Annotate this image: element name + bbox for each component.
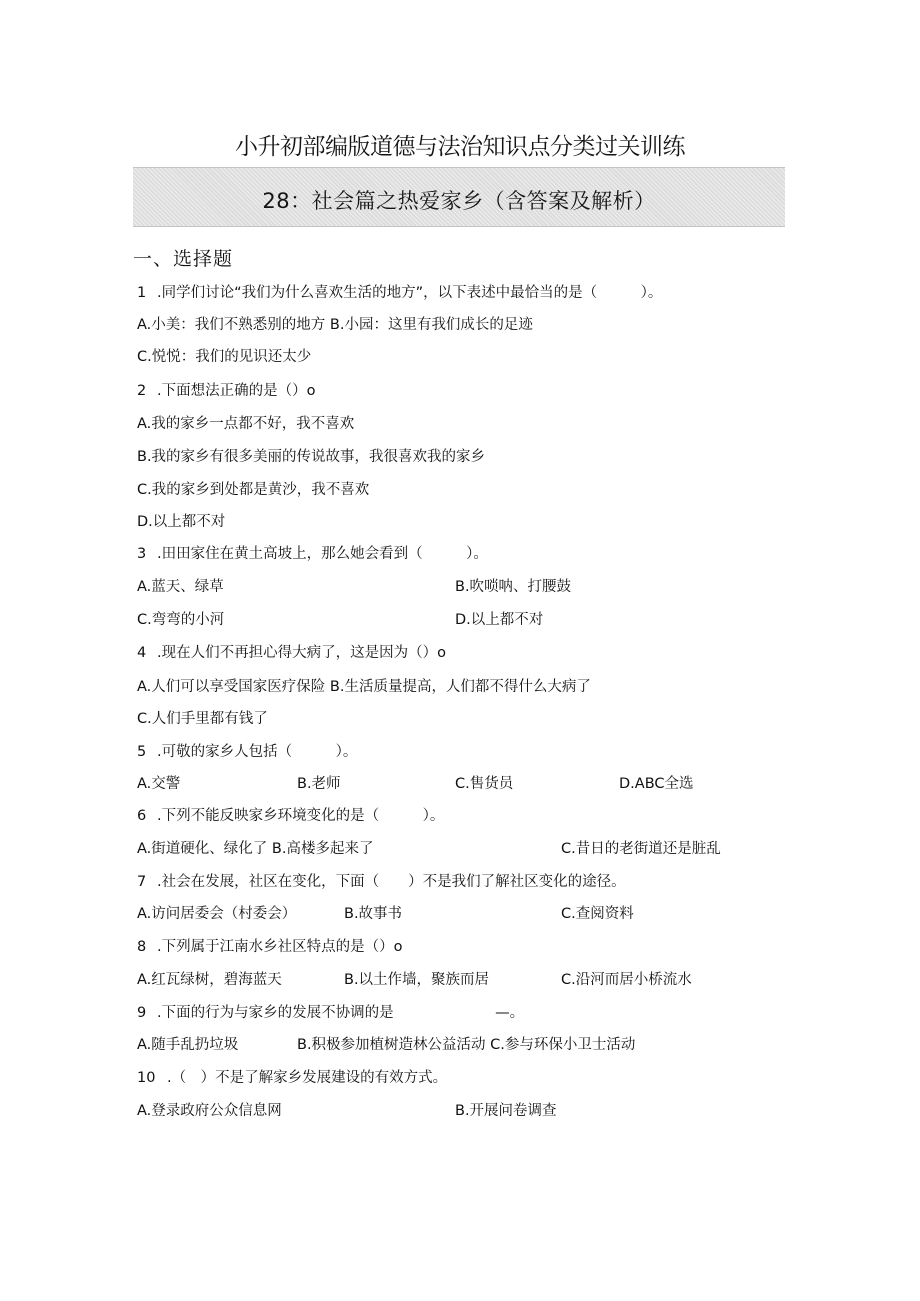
- question-text: .可敬的家乡人包括（ ）。: [157, 744, 358, 760]
- option: D.ABC全选: [619, 776, 694, 792]
- option-row: [137, 709, 777, 729]
- question-text: .下面想法正确的是（）o: [157, 383, 316, 399]
- option: C.悦悦：我们的见识还太少: [137, 349, 312, 365]
- question-9: [137, 1003, 777, 1023]
- section-heading: 一、选择题: [133, 248, 234, 270]
- question-number: 6: [137, 808, 147, 824]
- option: B.吹唢呐、打腰鼓: [455, 579, 572, 595]
- question-text: .同学们讨论“我们为什么喜欢生活的地方”，以下表述中最恰当的是（ ）。: [157, 285, 663, 301]
- option: D.以上都不对: [137, 514, 226, 530]
- option-row: [137, 839, 777, 859]
- question-number: 8: [137, 939, 147, 955]
- option: A.登录政府公众信息网: [137, 1103, 282, 1119]
- option: C.售货员: [455, 776, 514, 792]
- option: A.街道硬化、绿化了 B.高楼多起来了: [137, 841, 374, 857]
- option-row: [137, 414, 777, 434]
- question-4: [137, 643, 777, 663]
- question-number: 7: [137, 874, 147, 890]
- question-2: [137, 381, 777, 401]
- option-row: [137, 1101, 777, 1121]
- option: C.人们手里都有钱了: [137, 711, 268, 727]
- question-6: [137, 806, 777, 826]
- page-title: 小升初部编版道德与法治知识点分类过关训练: [235, 134, 685, 160]
- option: B.老师: [297, 776, 341, 792]
- option-row: [137, 447, 777, 467]
- option-row: [137, 970, 777, 990]
- question-number: 1: [137, 285, 147, 301]
- question-text: .社会在发展，社区在变化，下面（ ）不是我们了解社区变化的途径。: [157, 874, 626, 890]
- question-3: [137, 544, 777, 564]
- question-7: [137, 872, 777, 892]
- question-text: .（ ）不是了解家乡发展建设的有效方式。: [167, 1070, 448, 1086]
- option-row: [137, 315, 777, 335]
- question-text: .现在人们不再担心得大病了，这是因为（）o: [157, 645, 446, 661]
- option-row: [137, 347, 777, 367]
- question-text: .下面的行为与家乡的发展不协调的是 —。: [157, 1005, 525, 1021]
- option: C.我的家乡到处都是黄沙，我不喜欢: [137, 482, 370, 498]
- question-10: [137, 1068, 777, 1088]
- question-text: .下列不能反映家乡环境变化的是（ ）。: [157, 808, 445, 824]
- option: A.红瓦绿树，碧海蓝天: [137, 972, 282, 988]
- option: A.随手乱扔垃圾: [137, 1037, 239, 1053]
- question-number: 10: [137, 1070, 156, 1086]
- option: C.查阅资料: [561, 906, 634, 922]
- question-8: [137, 937, 777, 957]
- option: B.故事书: [344, 906, 403, 922]
- question-number: 5: [137, 744, 147, 760]
- question-text: .下列属于江南水乡社区特点的是（）o: [157, 939, 403, 955]
- question-number: 2: [137, 383, 147, 399]
- question-text: .田田家住在黄土高坡上，那么她会看到（ ）。: [157, 546, 488, 562]
- option: A.人们可以享受国家医疗保险 B.生活质量提高，人们都不得什么大病了: [137, 679, 591, 695]
- option-row: [137, 1035, 777, 1055]
- option: A.交警: [137, 776, 181, 792]
- option: A.蓝天、绿草: [137, 579, 224, 595]
- option: B.我的家乡有很多美丽的传说故事，我很喜欢我的家乡: [137, 449, 486, 465]
- page-subtitle: 28：社会篇之热爱家乡（含答案及解析）: [262, 189, 656, 213]
- option-row: [137, 774, 777, 794]
- option: A.访问居委会（村委会）: [137, 906, 297, 922]
- option-row: [137, 480, 777, 500]
- option: C.昔日的老街道还是脏乱: [561, 841, 721, 857]
- question-number: 9: [137, 1005, 147, 1021]
- option: A.我的家乡一点都不好，我不喜欢: [137, 416, 355, 432]
- option: B.开展问卷调查: [455, 1103, 557, 1119]
- option-row: [137, 512, 777, 532]
- option-row: [137, 677, 777, 697]
- option: B.积极参加植树造林公益活动 C.参与环保小卫士活动: [297, 1037, 636, 1053]
- question-number: 3: [137, 546, 147, 562]
- option: C.沿河而居小桥流水: [561, 972, 692, 988]
- question-5: [137, 742, 777, 762]
- option: B.以土作墙，聚族而居: [344, 972, 490, 988]
- option: A.小美：我们不熟悉别的地方 B.小园：这里有我们成长的足迹: [137, 317, 533, 333]
- option-row: [137, 904, 777, 924]
- question-1: [137, 283, 777, 303]
- option: C.弯弯的小河: [137, 612, 225, 628]
- question-number: 4: [137, 645, 147, 661]
- option: D.以上都不对: [455, 612, 544, 628]
- option-row: [137, 577, 777, 597]
- option-row: [137, 610, 777, 630]
